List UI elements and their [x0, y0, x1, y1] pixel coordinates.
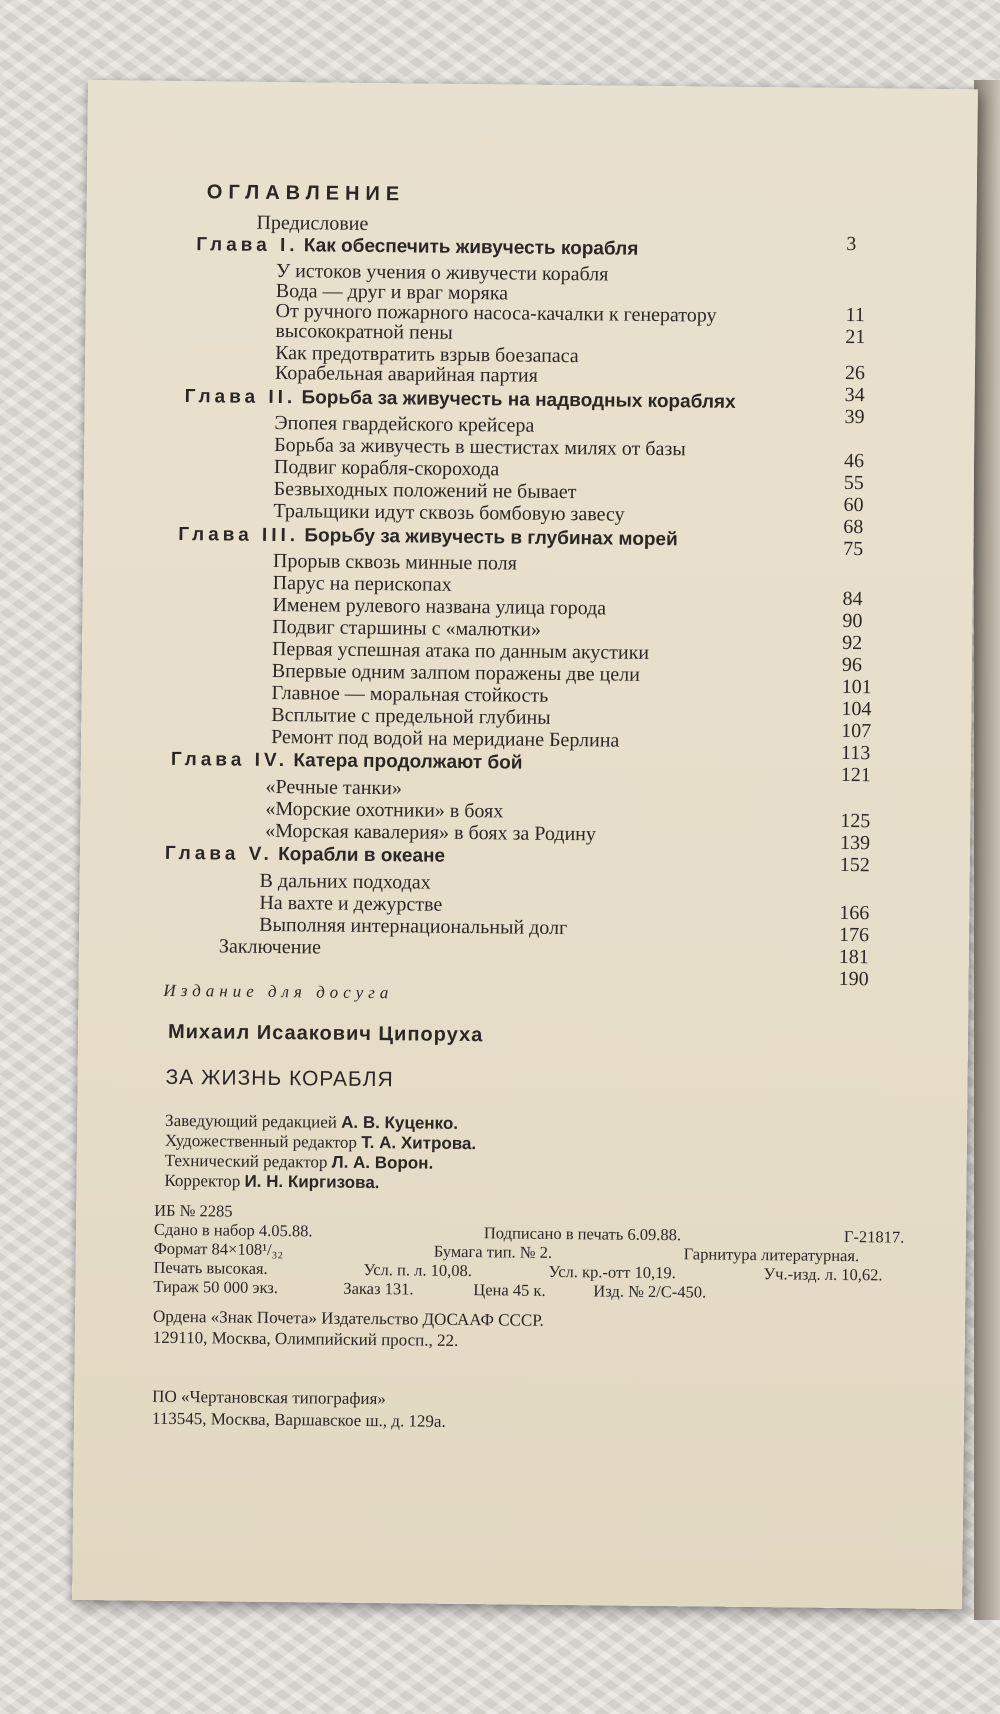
ib-number: ИБ № 2285	[154, 1200, 233, 1221]
toc-entry: Вода — друг и враг моряка	[275, 279, 509, 305]
toc-page-number: 39	[844, 405, 865, 429]
toc-page-number: 107	[841, 719, 872, 743]
toc-entry: Ремонт под водой на меридиане Берлина	[271, 725, 620, 752]
toc-entry: Безвыходных положений не бывает	[273, 477, 577, 504]
toc-page-number: 139	[839, 831, 871, 855]
toc-page-number: 3	[846, 232, 857, 256]
toc-entry: Подвиг корабля-скорохода	[273, 455, 500, 481]
chapter-title: Борьба за живучесть на надводных кораблях	[301, 387, 736, 413]
print-method: Печать высокая.	[153, 1257, 268, 1278]
chapter-3-heading	[178, 524, 678, 551]
book-title: ЗА ЖИЗНЬ КОРАБЛЯ	[165, 1065, 394, 1092]
toc-entry: «Морские охотники» в боях	[265, 797, 504, 823]
publisher-block	[153, 1306, 544, 1352]
toc-entry: Подвиг старшины с «малютки»	[272, 615, 542, 641]
edition-note: Издание для досуга	[163, 980, 394, 1003]
imprint-block	[153, 1201, 954, 1304]
print-run: Тираж 50 000 экз.	[153, 1276, 279, 1298]
toc-entry: Именем рулевого названа улица города	[272, 593, 607, 620]
toc-page-number: 125	[840, 809, 871, 833]
book-page	[72, 80, 978, 1609]
toc-entry: От ручного пожарного насоса-качалки к генератору	[275, 299, 717, 327]
credit-line: Художественный редактор Т. А. Хитрова.	[164, 1130, 477, 1154]
toc-page-number: 113	[840, 741, 871, 765]
toc-entry: У истоков учения о живучести корабля	[275, 259, 609, 286]
print-code: Г-21817.	[843, 1226, 905, 1247]
toc-page-number: 68	[843, 515, 864, 539]
signed-to-print: Подписано в печать 6.09.88.	[483, 1223, 682, 1245]
chapter-number: Глава I.	[196, 234, 299, 257]
toc-page-number: 21	[845, 325, 866, 349]
toc-page-number: 121	[840, 763, 871, 787]
credits-block	[164, 1111, 476, 1194]
toc-entry: «Морская кавалерия» в боях за Родину	[265, 819, 597, 846]
toc-page-number: 60	[843, 493, 864, 517]
chapter-2-heading	[185, 386, 736, 414]
publisher-number: Изд. № 2/С-450.	[593, 1281, 707, 1302]
publisher-name: Ордена «Знак Почета» Издательство ДОСААФ СССР.	[152, 1306, 544, 1330]
toc-page-number: 101	[841, 675, 872, 699]
order-number: Заказ 131.	[343, 1278, 414, 1299]
toc-entry: Корабельная аварийная партия	[274, 361, 539, 387]
chapter-number: Глава III.	[178, 523, 300, 547]
toc-entry: Всплытие с предельной глубины	[271, 703, 551, 729]
paper-type: Бумага тип. № 2.	[433, 1241, 553, 1262]
chapter-number: Глава II.	[184, 386, 297, 409]
usl-pl: Усл. п. л. 10,08.	[363, 1259, 472, 1281]
toc-page-number: 96	[841, 653, 863, 677]
toc-page-number: 190	[838, 967, 869, 991]
typeface: Гарнитура литературная.	[683, 1244, 860, 1266]
chapter-1-heading	[196, 234, 638, 261]
toc-entry: Прорыв сквозь минные поля	[272, 549, 518, 575]
toc-page-number: 152	[839, 853, 870, 877]
chapter-title: Борьбу за живучесть в глубинах морей	[304, 525, 678, 551]
toc-page-number: 181	[838, 945, 869, 969]
toc-entry: Главное — моральная стойкость	[271, 681, 549, 707]
price: Цена 45 к.	[473, 1280, 546, 1300]
toc-page-number: 26	[844, 361, 866, 385]
toc-page-number: 75	[843, 537, 864, 561]
toc-page-number: 90	[842, 609, 863, 633]
toc-entry: Впервые одним залпом поражены две цели	[271, 659, 640, 686]
credit-line: Технический редактор Л. А. Ворон.	[164, 1150, 434, 1173]
toc-entry: «Речные танки»	[265, 775, 403, 800]
publisher-address: 129110, Москва, Олимпийский просп., 22.	[152, 1327, 459, 1350]
usl-kr: Усл. кр.-отт 10,19.	[548, 1261, 676, 1283]
chapter-title: Катера продолжают бой	[293, 750, 523, 774]
author-name: Михаил Исаакович Ципоруха	[167, 1020, 484, 1047]
chapter-title: Корабли в океане	[278, 844, 446, 867]
chapter-5-heading	[165, 843, 445, 868]
uch-izd: Уч.-изд. л. 10,62.	[763, 1264, 883, 1285]
toc-page-number: 11	[845, 303, 865, 327]
toc-page-number: 46	[843, 449, 865, 473]
book-spine	[974, 80, 1000, 1620]
sent-to-typesetting: Сдано в набор 4.05.88.	[153, 1219, 313, 1241]
credit-line: Заведующий редакцией А. В. Куценко.	[165, 1110, 459, 1133]
toc-page-number: 166	[839, 901, 870, 925]
toc-entry: Тральщики идут сквозь бомбовую завесу	[273, 499, 625, 526]
toc-page-number: 55	[843, 471, 864, 495]
toc-preface: Предисловие	[256, 211, 369, 235]
credit-line: Корректор И. Н. Киргизова.	[164, 1170, 380, 1193]
toc-page-number: 34	[844, 383, 865, 407]
toc-entry: высокократной пены	[275, 319, 453, 344]
chapter-title: Как обеспечить живучесть корабля	[303, 235, 639, 260]
chapter-number: Глава IV.	[170, 748, 289, 772]
toc-entry: Борьба за живучесть в шестистах милях от базы	[274, 433, 686, 461]
toc-page-number: 104	[841, 697, 872, 721]
printer-block	[152, 1386, 446, 1433]
printer-address: 113545, Москва, Варшавское ш., д. 129а.	[151, 1408, 446, 1431]
toc-page-number: 176	[838, 923, 870, 947]
toc-entry: На вахте и дежурстве	[259, 891, 443, 916]
toc-entry: Парус на перископах	[272, 571, 452, 596]
toc-page-number: 84	[842, 587, 863, 611]
printer-name: ПО «Чертановская типография»	[152, 1386, 386, 1409]
toc-entry: Заключение	[218, 935, 322, 959]
toc-entry: Выполняя интернациональный долг	[259, 913, 568, 940]
chapter-number: Глава V.	[164, 842, 273, 865]
chapter-4-heading	[171, 749, 523, 775]
toc-entry: Эпопея гвардейского крейсера	[274, 411, 535, 437]
toc-heading: ОГЛАВЛЕНИЕ	[206, 181, 406, 206]
toc-entry: В дальних подходах	[259, 869, 431, 894]
toc-entry: Первая успешная атака по данным акустики	[271, 637, 650, 664]
format: Формат 84×108¹/₃₂	[153, 1238, 284, 1260]
toc-page-number: 92	[842, 631, 863, 655]
toc-entry: Как предотвратить взрыв боезапаса	[275, 341, 579, 368]
